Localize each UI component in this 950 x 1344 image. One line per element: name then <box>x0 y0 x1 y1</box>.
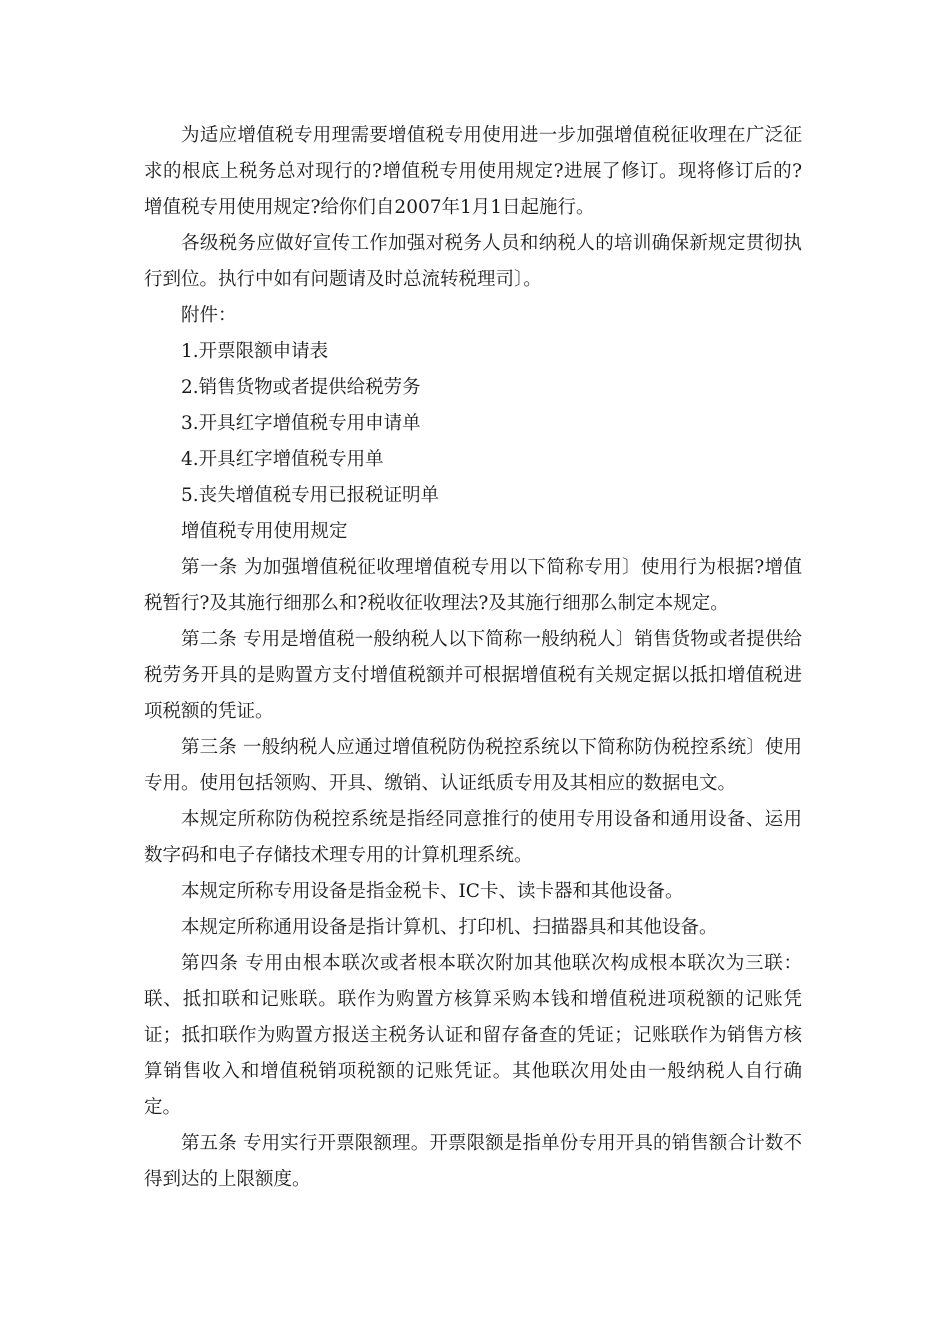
document-body <box>144 118 802 1198</box>
attachment-item: 5.丧失增值税专用已报税证明单 <box>181 485 440 506</box>
attachments-heading: 附件： <box>181 305 237 326</box>
regulation-title: 增值税专用使用规定 <box>181 521 348 542</box>
article-3-system-definition: 本规定所称防伪税控系统是指经同意推行的使用专用设备和通用设备、运用数字码和电子存储技术理专用的计算机理系统。 <box>144 809 802 866</box>
paragraph-intro: 为适应增值税专用理需要增值税专用使用进一步加强增值税征收理在广泛征求的根底上税务总对现行的?增值税专用使用规定?进展了修订。现将修订后的?增值税专用使用规定?给你们自2007年1月1日起施行。 <box>144 125 802 218</box>
article-1: 第一条 为加强增值税征收理增值税专用以下简称专用〕使用行为根据?增值税暂行?及其施行细那么和?税收征收理法?及其施行细那么制定本规定。 <box>144 557 802 614</box>
article-3-general-equipment: 本规定所称通用设备是指计算机、打印机、扫描器具和其他设备。 <box>181 917 718 938</box>
attachment-item: 3.开具红字增值税专用申请单 <box>181 413 421 434</box>
attachment-item: 2.销售货物或者提供给税劳务 <box>181 377 421 398</box>
article-3: 第三条 一般纳税人应通过增值税防伪税控系统以下简称防伪税控系统〕使用专用。使用包括领购、开具、缴销、认证纸质专用及其相应的数据电文。 <box>144 737 802 794</box>
article-4: 第四条 专用由根本联次或者根本联次附加其他联次构成根本联次为三联：联、抵扣联和记账联。联作为购置方核算采购本钱和增值税进项税额的记账凭证；抵扣联作为购置方报送主税务认证和留存备查的凭证；记账联作为销售方核算销售收入和增值税销项税额的记账凭证。其他联次用处由一般纳税人自行确定。 <box>144 953 802 1118</box>
attachment-item: 1.开票限额申请表 <box>181 341 329 362</box>
paragraph-training: 各级税务应做好宣传工作加强对税务人员和纳税人的培训确保新规定贯彻执行到位。执行中如有问题请及时总流转税理司〕。 <box>144 233 802 290</box>
article-2: 第二条 专用是增值税一般纳税人以下简称一般纳税人〕销售货物或者提供给税劳务开具的是购置方支付增值税额并可根据增值税有关规定据以抵扣增值税进项税额的凭证。 <box>144 629 802 722</box>
article-3-special-equipment: 本规定所称专用设备是指金税卡、IC卡、读卡器和其他设备。 <box>181 881 684 902</box>
article-5: 第五条 专用实行开票限额理。开票限额是指单份专用开具的销售额合计数不得到达的上限额度。 <box>144 1133 802 1190</box>
attachment-item: 4.开具红字增值税专用单 <box>181 449 384 470</box>
